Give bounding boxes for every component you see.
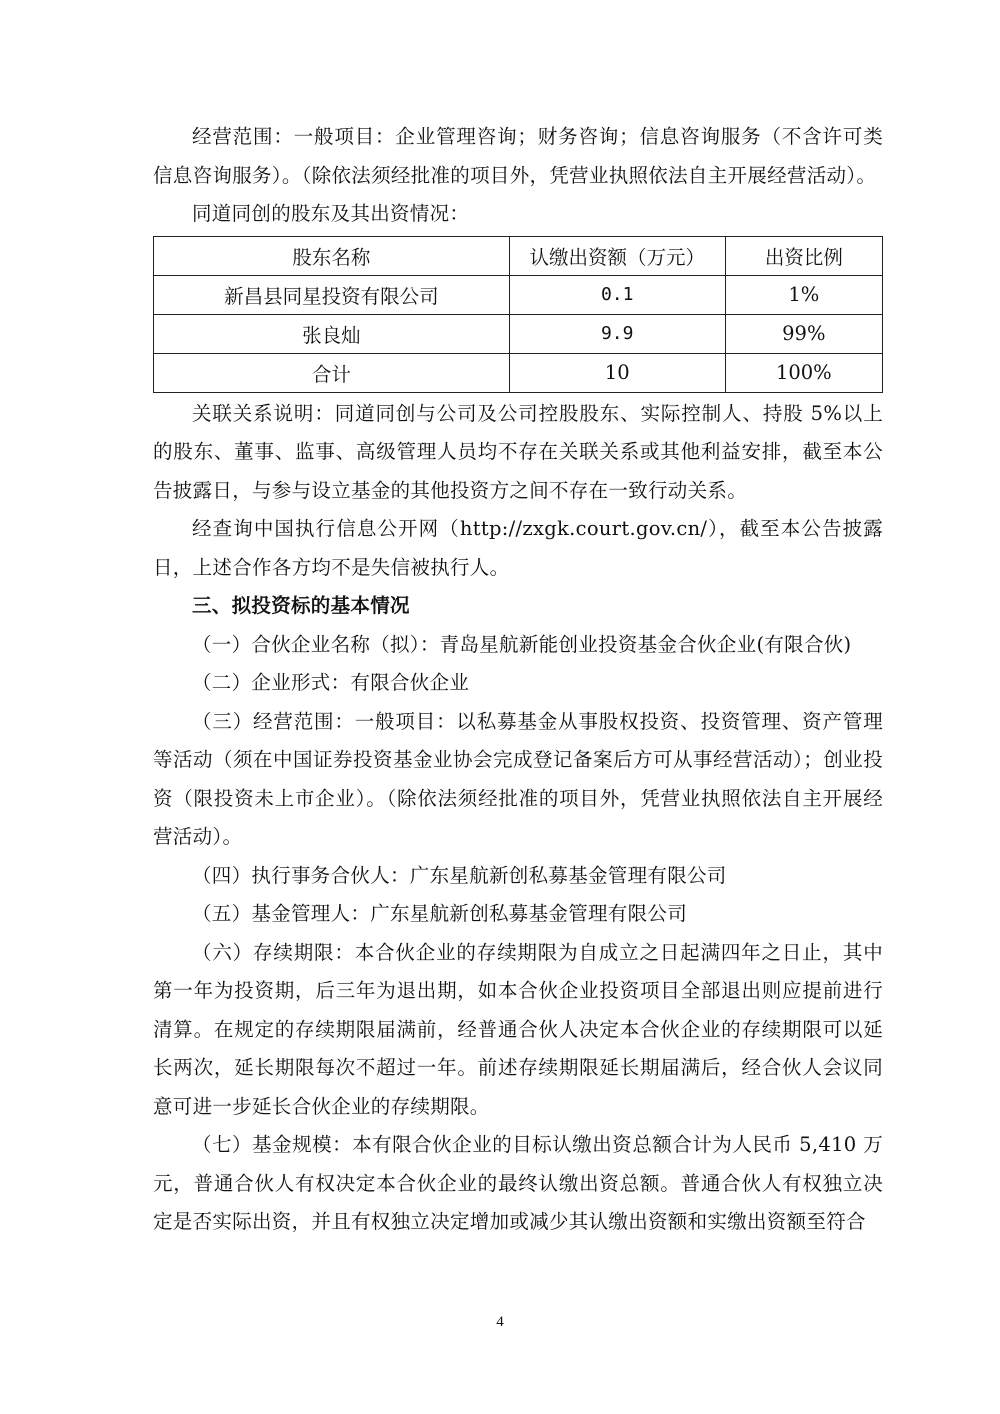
- table-cell-amount: 10: [509, 353, 725, 392]
- item-paragraph: （一）合伙企业名称（拟）：青岛星航新能创业投资基金合伙企业(有限合伙): [192, 632, 852, 656]
- table-row-total: [154, 353, 883, 392]
- table-cell-amount: 0.1: [509, 275, 725, 314]
- business-scope-paragraph: 经营范围：一般项目：企业管理咨询；财务咨询；信息咨询服务（不含许可类信息咨询服务）。（除依法须经批准的项目外，凭营业执照依法自主开展经营活动）。: [153, 125, 883, 187]
- item-paragraph: （七）基金规模：本有限合伙企业的目标认缴出资总额合计为人民币 5,410 万元，普通合伙人有权决定本合伙企业的最终认缴出资总额。普通合伙人有权独立决定是否实际出资，并且有权独立决定增加或减少其认缴出资额和实缴出资额至符合: [153, 1133, 883, 1233]
- table-header-cell: 认缴出资额（万元）: [509, 236, 725, 275]
- table-row: [154, 275, 883, 314]
- table-row: [154, 314, 883, 353]
- table-cell-amount: 9.9: [509, 314, 725, 353]
- related-party-paragraph: 关联关系说明：同道同创与公司及公司控股股东、实际控制人、持股 5%以上的股东、董事、监事、高级管理人员均不存在关联关系或其他利益安排，截至本公告披露日，与参与设立基金的其他投资方之间不存在一致行动关系。: [153, 401, 883, 502]
- page-content: [153, 118, 883, 1242]
- table-cell-name: 新昌县同星投资有限公司: [154, 275, 510, 314]
- table-cell-name: 合计: [154, 353, 510, 392]
- table-cell-name: 张良灿: [154, 314, 510, 353]
- page-number: 4: [496, 1314, 504, 1330]
- item-paragraph: （三）经营范围：一般项目：以私募基金从事股权投资、投资管理、资产管理等活动（须在中国证券投资基金业协会完成登记备案后方可从事经营活动）；创业投资（限投资未上市企业）。（除依法须经批准的项目外，凭营业执照依法自主开展经营活动）。: [153, 709, 883, 848]
- item-paragraph: （四）执行事务合伙人：广东星航新创私募基金管理有限公司: [192, 863, 727, 887]
- shareholder-table: [153, 236, 883, 393]
- item-paragraph: （二）企业形式：有限合伙企业: [192, 671, 470, 694]
- section-heading: 三、拟投资标的基本情况: [192, 594, 410, 617]
- table-cell-ratio: 99%: [725, 314, 882, 353]
- table-cell-ratio: 100%: [725, 353, 882, 392]
- item-paragraph: （五）基金管理人：广东星航新创私募基金管理有限公司: [192, 902, 688, 925]
- item-paragraph: （六）存续期限：本合伙企业的存续期限为自成立之日起满四年之日止，其中第一年为投资期，后三年为退出期，如本合伙企业投资项目全部退出则应提前进行清算。在规定的存续期限届满前，经普通合伙人决定本合伙企业的存续期限可以延长两次，延长期限每次不超过一年。前述存续期限延长期届满后，经合伙人会议同意可进一步延长合伙企业的存续期限。: [153, 940, 883, 1118]
- table-header-cell: 股东名称: [154, 236, 510, 275]
- table-header-cell: 出资比例: [725, 236, 882, 275]
- table-header-row: [154, 236, 883, 275]
- credit-check-paragraph: 经查询中国执行信息公开网（http://zxgk.court.gov.cn/），截至本公告披露日，上述合作各方均不是失信被执行人。: [153, 517, 883, 579]
- shareholders-intro-paragraph: 同道同创的股东及其出资情况：: [192, 202, 470, 225]
- table-cell-ratio: 1%: [725, 275, 882, 314]
